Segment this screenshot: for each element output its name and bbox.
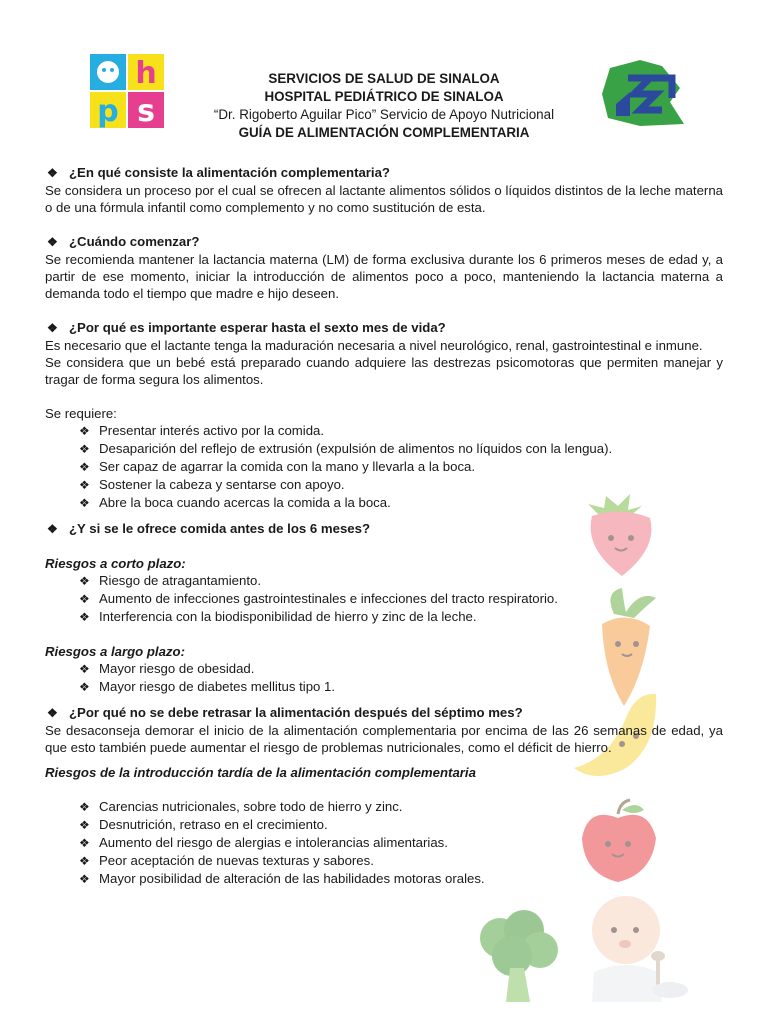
list-item: ❖ Desaparición del reflejo de extrusión (expulsión de alimentos no líquidos con la lengua). bbox=[79, 441, 613, 456]
question-heading: ❖ ¿En qué consiste la alimentación complementaria? bbox=[47, 165, 390, 180]
paragraph: Se considera un proceso por el cual se ofrecen al lactante alimentos sólidos o líquidos distintos de la leche materna o de una fórmula infantil como complemento y no como sustitución de esta. bbox=[45, 183, 723, 215]
list-item: ❖ Presentar interés activo por la comida. bbox=[79, 423, 325, 438]
risk-label: Riesgos a largo plazo: bbox=[45, 644, 185, 659]
svg-text:s: s bbox=[137, 94, 155, 129]
broccoli-icon bbox=[470, 908, 566, 1004]
bullet-icon: ❖ bbox=[79, 442, 90, 456]
list-item: ❖ Peor aceptación de nuevas texturas y sabores. bbox=[79, 853, 374, 868]
question-heading: ❖ ¿Cuándo comenzar? bbox=[47, 234, 200, 249]
short-term-risks-list bbox=[45, 572, 723, 626]
bullet-icon: ❖ bbox=[79, 592, 90, 606]
paragraph: Se desaconseja demorar el inicio de la alimentación complementaria por encima de las 26 semanas de edad, ya que esto también puede aumentar el riesgo de problemas nutricionales, como el déficit de hierro. bbox=[45, 723, 723, 755]
list-item: ❖ Riesgo de atragantamiento. bbox=[79, 573, 262, 588]
list-item: ❖ Mayor riesgo de obesidad. bbox=[79, 661, 255, 676]
baby-icon bbox=[578, 886, 698, 1006]
svg-text:p: p bbox=[97, 94, 119, 129]
bullet-icon: ❖ bbox=[47, 522, 58, 536]
bullet-icon: ❖ bbox=[79, 680, 90, 694]
list-item: ❖ Aumento de infecciones gastrointestinales e infecciones del tracto respiratorio. bbox=[79, 591, 558, 606]
list-item: ❖ Interferencia con la biodisponibilidad de hierro y zinc de la leche. bbox=[79, 609, 477, 624]
bullet-icon: ❖ bbox=[47, 235, 58, 249]
bullet-icon: ❖ bbox=[79, 574, 90, 588]
question-heading: ❖ ¿Y si se le ofrece comida antes de los 6 meses? bbox=[47, 521, 371, 536]
bullet-icon: ❖ bbox=[79, 854, 90, 868]
header-line-2: HOSPITAL PEDIÁTRICO DE SINALOA bbox=[264, 89, 504, 104]
bullet-icon: ❖ bbox=[47, 166, 58, 180]
bullet-icon: ❖ bbox=[79, 460, 90, 474]
risk-label: Riesgos de la introducción tardía de la alimentación complementaria bbox=[45, 765, 476, 780]
bullet-icon: ❖ bbox=[47, 321, 58, 335]
document-header bbox=[170, 70, 598, 142]
header-line-1: SERVICIOS DE SALUD DE SINALOA bbox=[268, 71, 500, 86]
late-introduction-risks-list bbox=[45, 798, 723, 888]
bullet-icon: ❖ bbox=[79, 836, 90, 850]
risk-label: Riesgos a corto plazo: bbox=[45, 556, 186, 571]
requires-label: Se requiere: bbox=[45, 406, 117, 421]
svg-text:h: h bbox=[135, 56, 157, 91]
header-line-3: “Dr. Rigoberto Aguilar Pico” Servicio de Apoyo Nutricional bbox=[213, 107, 555, 122]
list-item: ❖ Sostener la cabeza y sentarse con apoyo. bbox=[79, 477, 345, 492]
paragraph: Es necesario que el lactante tenga la maduración necesaria a nivel neurológico, renal, gastrointestinal e inmune. bbox=[45, 338, 703, 353]
bullet-icon: ❖ bbox=[79, 610, 90, 624]
bullet-icon: ❖ bbox=[79, 800, 90, 814]
bullet-icon: ❖ bbox=[79, 662, 90, 676]
question-heading: ❖ ¿Por qué no se debe retrasar la alimentación después del séptimo mes? bbox=[47, 705, 523, 720]
list-item: ❖ Aumento del riesgo de alergias e intolerancias alimentarias. bbox=[79, 835, 448, 850]
requirements-list bbox=[45, 422, 723, 512]
bullet-icon: ❖ bbox=[47, 706, 58, 720]
list-item: ❖ Mayor posibilidad de alteración de las habilidades motoras orales. bbox=[79, 871, 485, 886]
document-body bbox=[45, 164, 723, 888]
paragraph: Se recomienda mantener la lactancia materna (LM) de forma exclusiva durante los 6 primeros meses de edad y, a partir de ese momento, iniciar la introducción de alimentos poco a poco, manteniendo la lactancia materna a demanda todo el tiempo que madre e hijo deseen. bbox=[45, 252, 723, 301]
list-item: ❖ Ser capaz de agarrar la comida con la mano y llevarla a la boca. bbox=[79, 459, 476, 474]
bullet-icon: ❖ bbox=[79, 496, 90, 510]
ssa-emblem bbox=[600, 58, 686, 130]
list-item: ❖ Carencias nutricionales, sobre todo de hierro y zinc. bbox=[79, 799, 403, 814]
paragraph: Se considera que un bebé está preparado cuando adquiere las destrezas psicomotoras que permiten manejar y tragar de forma segura los alimentos. bbox=[45, 355, 723, 387]
bullet-icon: ❖ bbox=[79, 478, 90, 492]
list-item: ❖ Mayor riesgo de diabetes mellitus tipo 1. bbox=[79, 679, 336, 694]
list-item: ❖ Desnutrición, retraso en el crecimiento. bbox=[79, 817, 328, 832]
list-item: ❖ Abre la boca cuando acercas la comida a la boca. bbox=[79, 495, 391, 510]
bullet-icon: ❖ bbox=[79, 818, 90, 832]
question-heading: ❖ ¿Por qué es importante esperar hasta el sexto mes de vida? bbox=[47, 320, 446, 335]
document-title: GUÍA DE ALIMENTACIÓN COMPLEMENTARIA bbox=[238, 125, 530, 140]
hps-logo bbox=[88, 52, 168, 132]
long-term-risks-list bbox=[45, 660, 723, 696]
bullet-icon: ❖ bbox=[79, 424, 90, 438]
bullet-icon: ❖ bbox=[79, 872, 90, 886]
